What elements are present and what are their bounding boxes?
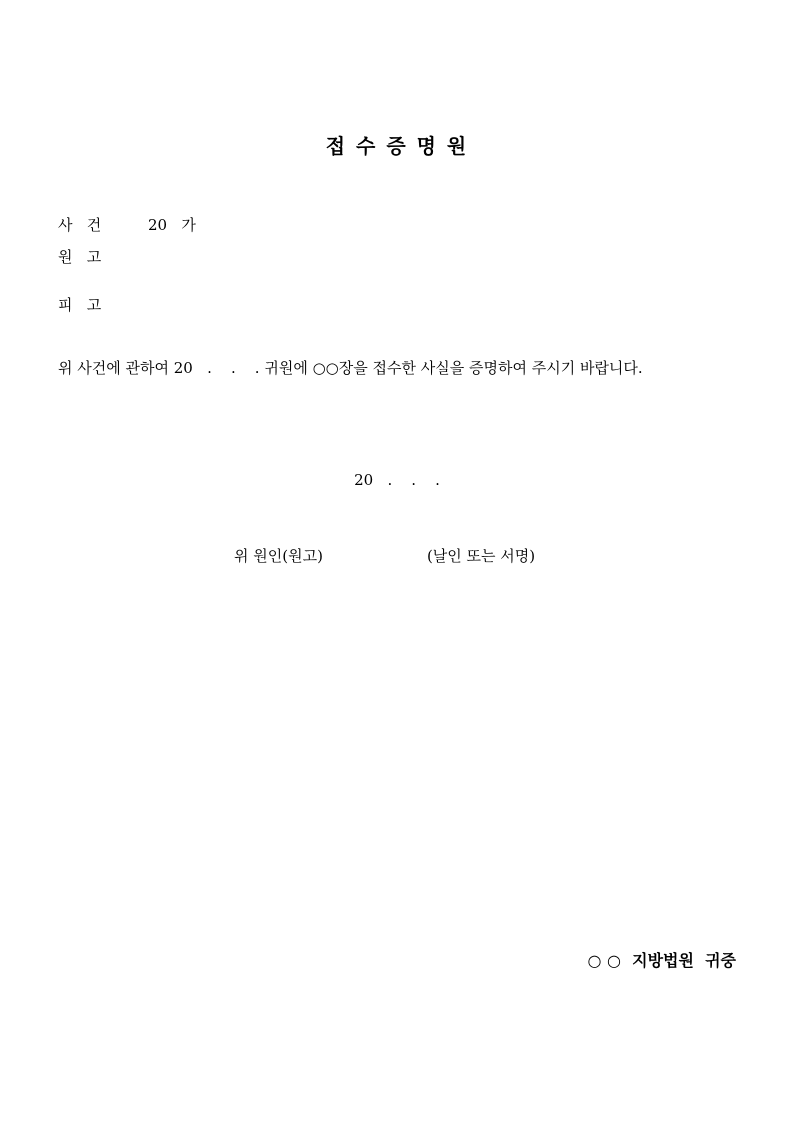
document-title: 접 수 증 명 원: [325, 134, 469, 158]
plaintiff-field: [58, 248, 148, 266]
date-line: 20 . . .: [354, 471, 440, 489]
case-value: 20 가: [148, 216, 196, 234]
applicant-label: 위 원인(원고): [234, 547, 323, 565]
seal-note: (날인 또는 서명): [426, 547, 536, 565]
plaintiff-label: 원 고: [58, 248, 102, 266]
case-label: 사 건: [58, 216, 102, 234]
defendant-label: 피 고: [58, 296, 102, 314]
applicant-line: [234, 547, 535, 565]
defendant-field: [58, 296, 148, 314]
case-field: [58, 216, 196, 234]
request-body-text: 위 사건에 관하여 20 . . . 귀원에 ○○장을 접수한 사실을 증명하여 주시기 바랍니다.: [58, 359, 643, 377]
court-addressee: ○ ○ 지방법원 귀중: [587, 951, 736, 970]
